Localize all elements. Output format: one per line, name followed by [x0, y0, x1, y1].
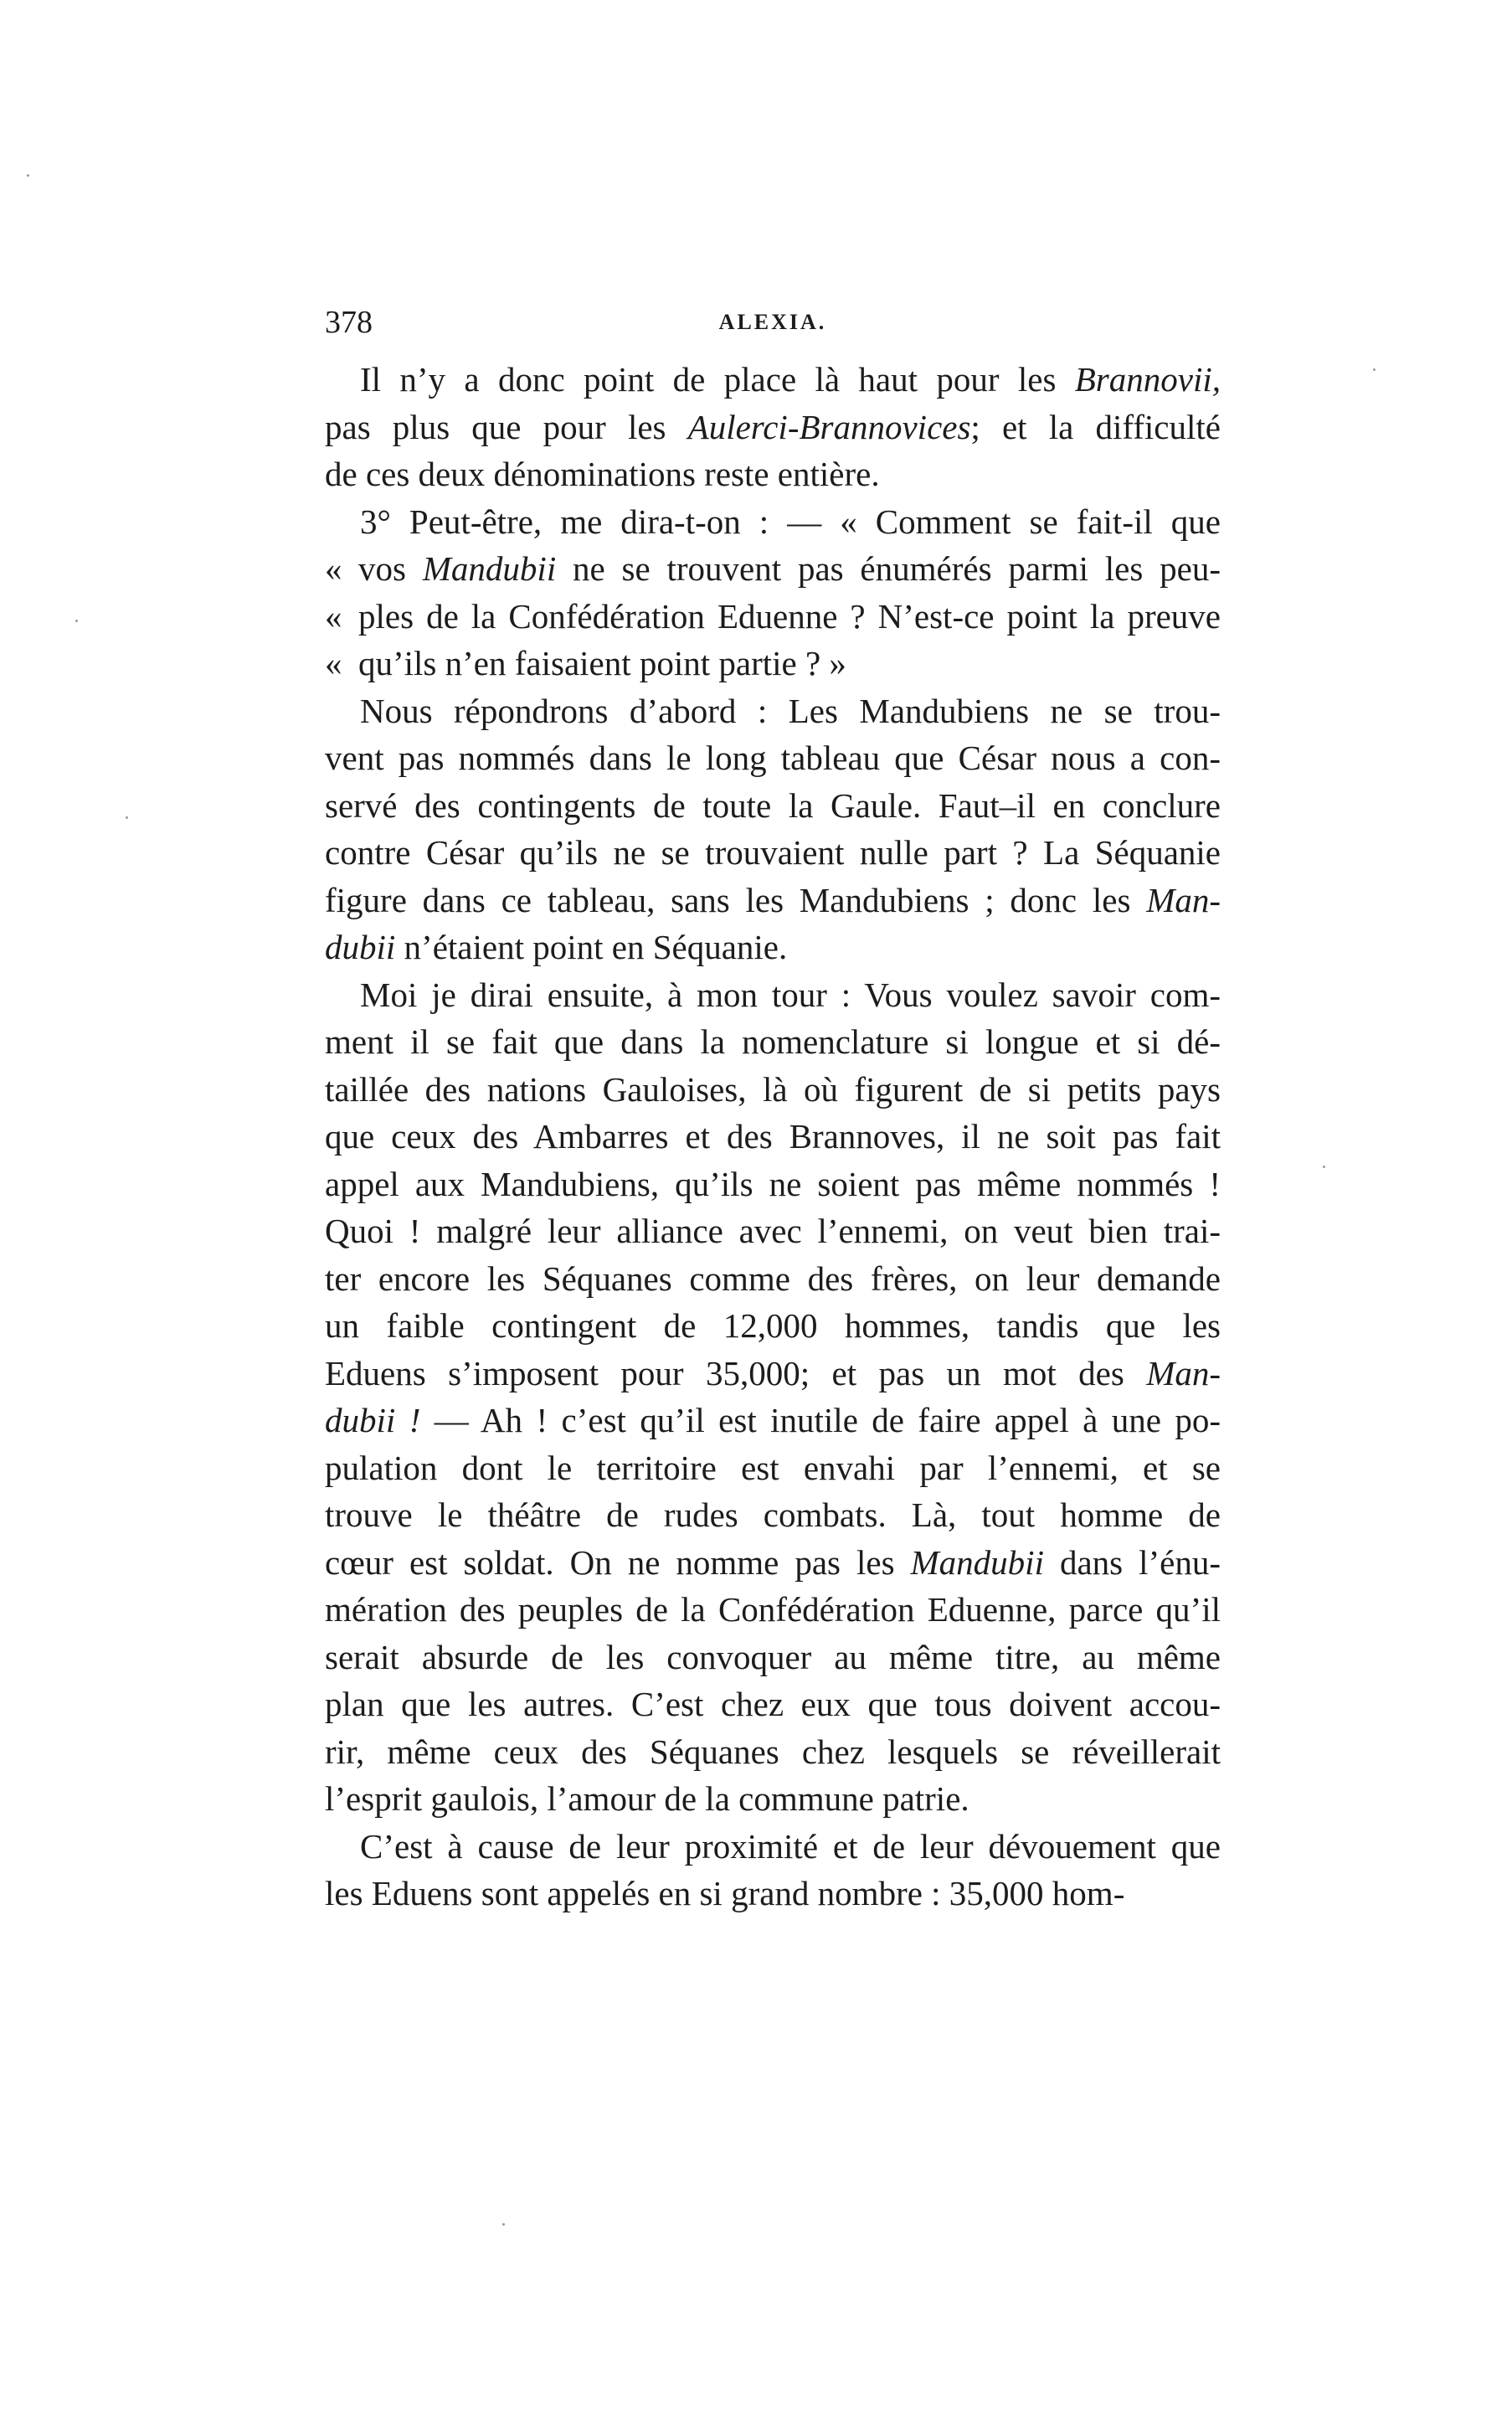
page-header [325, 297, 1221, 347]
paragraph [325, 1823, 1221, 1917]
italic-text-run: Brannovii, [1074, 360, 1221, 399]
text-line [325, 734, 1221, 782]
text-run: n’étaient point en Séquanie. [395, 928, 788, 966]
page-body-text [325, 356, 1221, 1917]
running-title: ALEXIA. [718, 310, 827, 334]
text-line [325, 1161, 1221, 1208]
text-line [325, 1350, 1221, 1398]
italic-text-run: Aulerci-Brannovices [687, 407, 971, 446]
text-run: Eduens s’imposent pour 35,000; et pas un mot des [325, 1353, 1147, 1392]
scan-speck [1373, 368, 1376, 371]
scan-speck [1323, 1166, 1325, 1168]
text-line [325, 1823, 1221, 1871]
text-line [325, 1397, 1221, 1444]
italic-text-run: Man- [1146, 880, 1221, 919]
italic-text-run: Mandubii [910, 1542, 1044, 1582]
text-line [325, 640, 1221, 687]
text-line [325, 877, 1221, 924]
text-run: les Eduens sont appelés en si grand nombre : 35,000 hom- [325, 1874, 1125, 1912]
text-line [325, 1681, 1221, 1728]
text-run: cœur est soldat. On ne nomme pas les [325, 1542, 911, 1582]
text-run: taillée des nations Gauloises, là où figurent de si petits pays [325, 1069, 1221, 1109]
text-run: l’esprit gaulois, l’amour de la commune patrie. [325, 1779, 969, 1818]
page-number: 378 [325, 305, 373, 340]
scan-speck [502, 2223, 505, 2226]
text-line [325, 404, 1221, 451]
text-run: un faible contingent de 12,000 hommes, tandis que les [325, 1306, 1221, 1345]
text-run: pulation dont le territoire est envahi par l’ennemi, et se [325, 1448, 1221, 1487]
quote-mark: « [325, 596, 342, 636]
text-run: Il n’y a donc point de place là haut pour les [360, 360, 1075, 399]
text-line [325, 1255, 1221, 1303]
text-line [325, 924, 1221, 971]
text-run: trouve le théâtre de rudes combats. Là, tout homme de [325, 1495, 1221, 1534]
text-run: ; et la difficulté [970, 407, 1221, 446]
text-line [325, 498, 1221, 546]
text-run: ne se trouvent pas énumérés parmi les peu- [556, 549, 1221, 588]
paragraph [325, 356, 1221, 498]
text-run: qu’ils n’en faisaient point partie ? » [358, 644, 846, 682]
text-line [325, 829, 1221, 877]
text-run: mération des peuples de la Confédération Eduenne, parce qu’il [325, 1590, 1221, 1629]
text-run: appel aux Mandubiens, qu’ils ne soient pas même nommés ! [325, 1164, 1221, 1203]
quote-mark: « [325, 549, 342, 588]
text-line [325, 971, 1221, 1019]
text-line [325, 450, 1221, 498]
paragraph [325, 498, 1221, 687]
text-run: ment il se fait que dans la nomenclature si longue et si dé- [325, 1022, 1221, 1061]
italic-text-run: dubii [325, 928, 396, 966]
text-run: Nous répondrons d’abord : Les Mandubiens ne se trou- [360, 691, 1221, 730]
text-line [325, 1207, 1221, 1255]
text-run: dans l’énu- [1043, 1542, 1221, 1582]
text-line [325, 1586, 1221, 1634]
text-line [325, 1066, 1221, 1114]
text-run: C’est à cause de leur proximité et de leur dévouement que [360, 1826, 1221, 1866]
text-line [325, 1539, 1221, 1587]
text-run: vos [358, 549, 423, 588]
text-run: pas plus que pour les [325, 407, 688, 446]
text-line [325, 1775, 1221, 1823]
text-run: Moi je dirai ensuite, à mon tour : Vous voulez savoir com- [360, 975, 1221, 1014]
text-run: de ces deux dénominations reste entière. [325, 455, 880, 493]
text-line [325, 1018, 1221, 1066]
text-run: figure dans ce tableau, sans les Mandubiens ; donc les [325, 880, 1147, 919]
text-line [325, 1634, 1221, 1681]
paragraph [325, 971, 1221, 1823]
scan-speck [27, 174, 29, 177]
text-line [325, 593, 1221, 641]
text-line [325, 1302, 1221, 1350]
paragraph [325, 687, 1221, 971]
scan-speck [126, 816, 128, 819]
text-line [325, 687, 1221, 735]
text-line [325, 1870, 1221, 1917]
text-run: ter encore les Séquanes comme des frères, on leur demande [325, 1259, 1221, 1298]
text-run: servé des contingents de toute la Gaule. Faut–il en conclure [325, 785, 1221, 825]
quote-mark: « [325, 644, 342, 682]
text-line [325, 545, 1221, 593]
text-line [325, 356, 1221, 404]
text-run: 3° Peut-être, me dira-t-on : — « Comment se fait-il que [360, 502, 1221, 541]
italic-text-run: Man- [1146, 1353, 1221, 1392]
text-run: serait absurde de les convoquer au même titre, au même [325, 1637, 1221, 1676]
text-run: rir, même ceux des Séquanes chez lesquels se réveillerait [325, 1732, 1221, 1771]
scan-speck [75, 620, 78, 622]
text-run: vent pas nommés dans le long tableau que César nous a con- [325, 739, 1221, 777]
text-run: — Ah ! c’est qu’il est inutile de faire appel à une po- [420, 1401, 1221, 1439]
text-run: ples de la Confédération Eduenne ? N’est-ce point la preuve [358, 596, 1221, 636]
text-line [325, 1491, 1221, 1539]
italic-text-run: dubii ! [325, 1401, 421, 1439]
italic-text-run: Mandubii [422, 549, 557, 588]
text-run: que ceux des Ambarres et des Brannoves, il ne soit pas fait [325, 1117, 1221, 1156]
text-run: Quoi ! malgré leur alliance avec l’ennemi, on veut bien trai- [325, 1212, 1221, 1250]
text-run: contre César qu’ils ne se trouvaient nulle part ? La Séquanie [325, 833, 1221, 872]
text-line [325, 782, 1221, 830]
text-line [325, 1113, 1221, 1161]
text-run: plan que les autres. C’est chez eux que tous doivent accou- [325, 1685, 1221, 1723]
text-line [325, 1728, 1221, 1776]
text-line [325, 1444, 1221, 1492]
